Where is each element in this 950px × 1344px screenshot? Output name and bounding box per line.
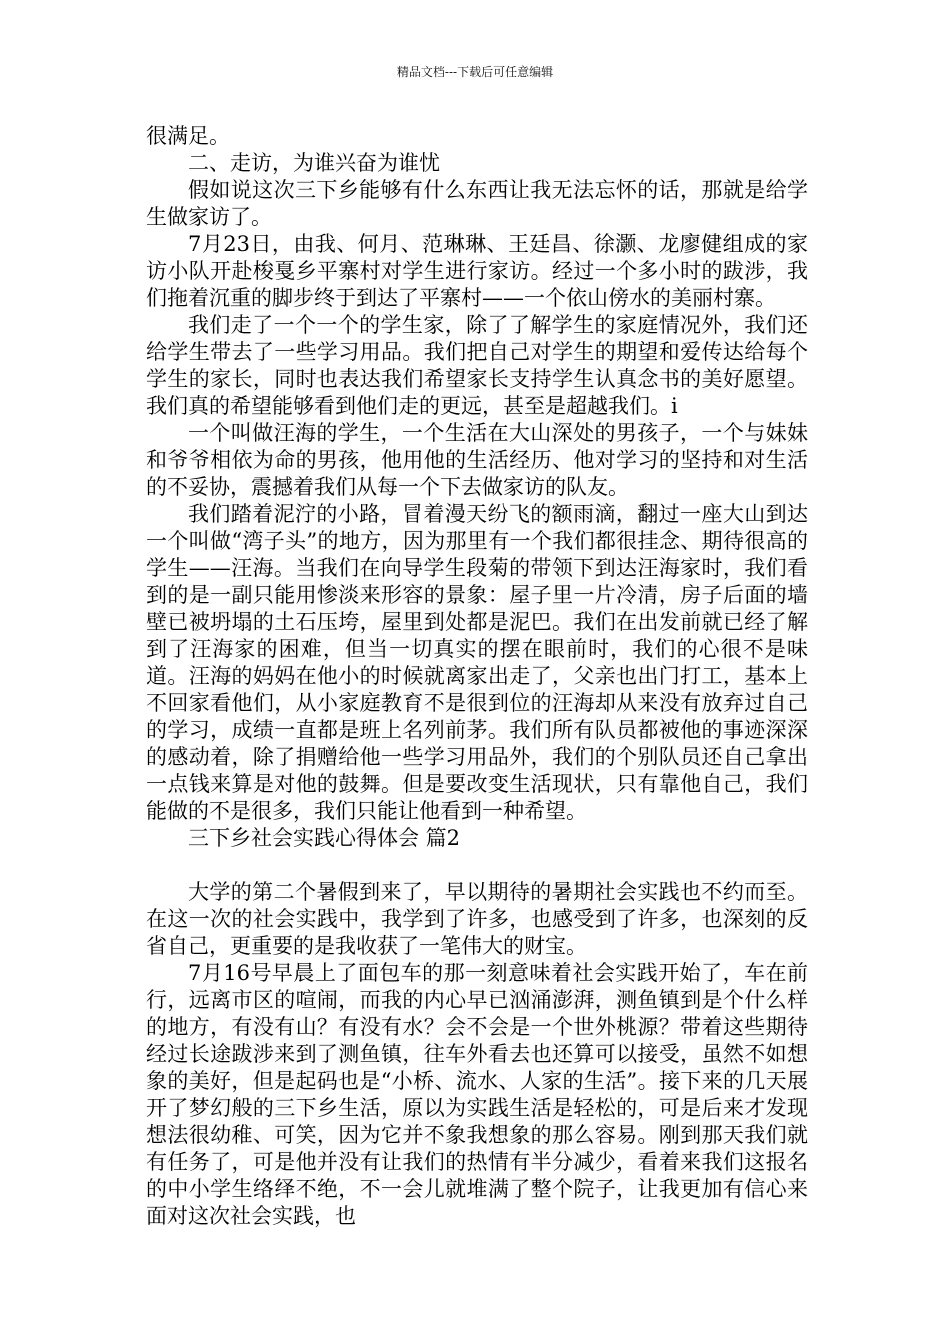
paragraph: 假如说这次三下乡能够有什么东西让我无法忘怀的话，那就是给学生做家访了。 — [146, 178, 808, 229]
article-title-part2: 三下乡社会实践心得体会 篇2 — [188, 826, 461, 850]
paragraph-continuation: 很满足。 — [146, 124, 230, 148]
page-header: 精品文档---下载后可任意编辑 — [396, 65, 554, 79]
paragraph: 大学的第二个暑假到来了，早以期待的暑期社会实践也不约而至。在这一次的社会实践中，我学到了许多，也感受到了许多，也深刻的反省自己，更重要的是我收获了一笔伟大的财宝。 — [146, 880, 808, 958]
blank-line — [146, 852, 808, 879]
paragraph: 7月16号早晨上了面包车的那一刻意味着社会实践开始了，车在前行，远离市区的喧闹，而我的内心早已汹涌澎湃，测鱼镇到是个什么样的地方，有没有山？有没有水？会不会是一个世外桃源？带着这些期待经过长途跋涉来到了测鱼镇，往车外看去也还算可以接受，虽然不如想象的美好，但是起码也是“小桥、流水、人家的生活”。接下来的几天展开了梦幻般的三下乡生活，原以为实践生活是轻松的，可是后来才发现想法很幼稚、可笑，因为它并不象我想象的那么容易。刚到那天我们就有任务了，可是他并没有让我们的热情有半分减少，看着来我们这报名的中小学生络绎不绝，不一会儿就堆满了整个院子，让我更加有信心来面对这次社会实践，也 — [146, 961, 808, 1228]
document-body — [146, 123, 808, 1230]
paragraph: 7月23日，由我、何月、范琳琳、王廷昌、徐灏、龙廖健组成的家访小队开赴梭戛乡平寨村对学生进行家访。经过一个多小时的跋涉，我们拖着沉重的脚步终于到达了平寨村——一个依山傍水的美丽村寨。 — [146, 232, 808, 310]
section-heading-visit: 二、走访，为谁兴奋为谁忧 — [188, 151, 440, 175]
paragraph: 我们踏着泥泞的小路，冒着漫天纷飞的额雨滴，翻过一座大山到达一个叫做“湾子头”的地方，因为那里有一个我们都很挂念、期待很高的学生——汪海。当我们在向导学生段菊的带领下到达汪海家时，我们看到的是一副只能用惨淡来形容的景象：屋子里一片冷清，房子后面的墙壁已被坍塌的土石压垮，屋里到处都是泥巴。我们在出发前就已经了解到了汪海家的困难，但当一切真实的摆在眼前时，我们的心很不是味道。汪海的妈妈在他小的时候就离家出走了，父亲也出门打工，基本上不回家看他们，从小家庭教育不是很到位的汪海却从来没有放弃过自己的学习，成绩一直都是班上名列前茅。我们所有队员都被他的事迹深深的感动着，除了捐赠给他一些学习用品外，我们的个别队员还自己拿出一点钱来算是对他的鼓舞。但是要改变生活现状，只有靠他自己，我们能做的不是很多，我们只能让他看到一种希望。 — [146, 502, 808, 823]
paragraph: 一个叫做汪海的学生，一个生活在大山深处的男孩子，一个与妹妹和爷爷相依为命的男孩，他用他的生活经历、他对学习的坚持和对生活的不妥协，震撼着我们从每一个下去做家访的队友。 — [146, 421, 808, 499]
paragraph: 我们走了一个一个的学生家，除了了解学生的家庭情况外，我们还给学生带去了一些学习用品。我们把自己对学生的期望和爱传达给每个学生的家长，同时也表达我们希望家长支持学生认真念书的美好愿望。我们真的希望能够看到他们走的更远，甚至是超越我们。i — [146, 313, 808, 418]
